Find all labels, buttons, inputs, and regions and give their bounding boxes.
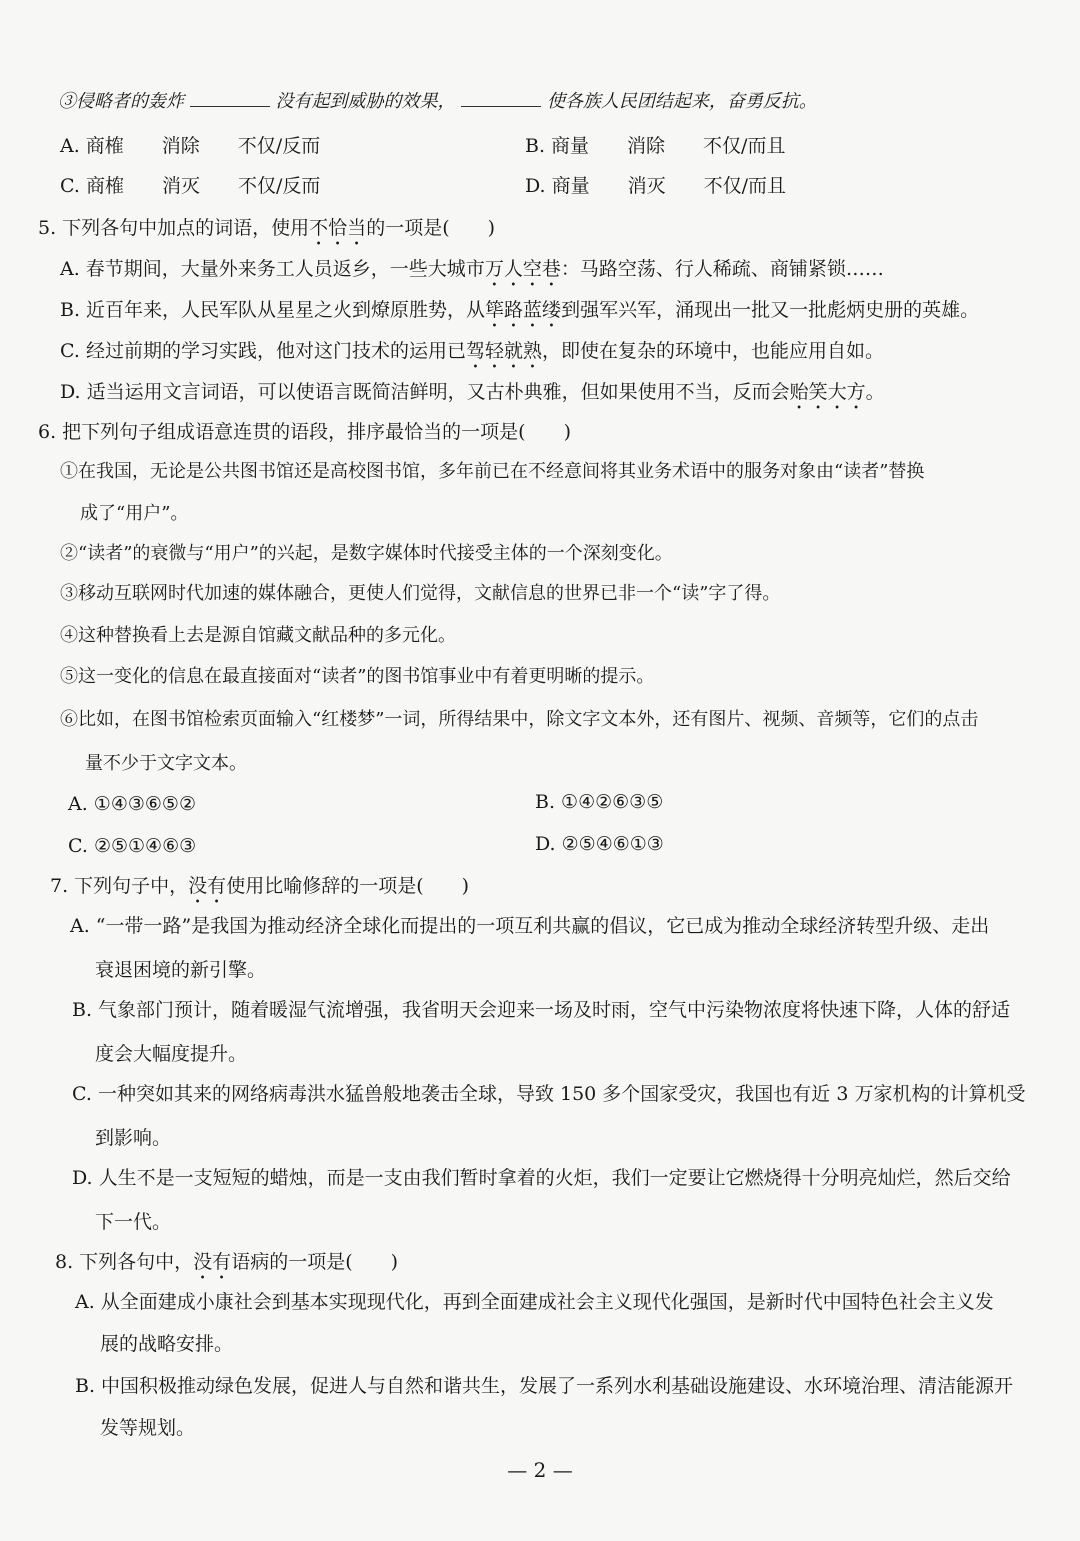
q6-option-d: D. ②⑤④⑥①③ <box>535 833 664 855</box>
q5-option-d <box>60 378 885 414</box>
q7-option-c-1: C. 一种突如其来的网络病毒洪水猛兽般地袭击全球，导致 150 多个国家受灾，我国也有近 3 万家机构的计算机受 <box>72 1083 1026 1105</box>
q4-sentence-3-suffix: 使各族人民团结起来，奋勇反抗。 <box>546 91 817 112</box>
q4-option-c: C. 商榷 消灭 不仅/反而 <box>60 175 321 197</box>
q5-stem-emphasis: 不恰当 <box>309 217 367 239</box>
q7-option-c-2: 到影响。 <box>95 1127 172 1149</box>
q4-option-b: B. 商量 消除 不仅/而且 <box>525 135 786 157</box>
q8-stem-prefix: 8. 下列各句中， <box>55 1251 194 1273</box>
q7-option-d-1: D. 人生不是一支短短的蜡烛，而是一支由我们暂时拿着的火炬，我们一定要让它燃烧得十分明亮灿烂，然后交给 <box>72 1167 1011 1189</box>
q7-option-b-1: B. 气象部门预计，随着暖湿气流增强，我省明天会迎来一场及时雨，空气中污染物浓度将快速下降，人体的舒适 <box>72 999 1011 1021</box>
q5-stem-suffix: 的一项是( ) <box>366 217 496 239</box>
q4-sentence-3-prefix: ③侵略者的轰炸 <box>58 91 184 112</box>
q4-option-a: A. 商榷 消除 不仅/反而 <box>60 135 321 157</box>
q5-stem <box>38 214 495 250</box>
q5-d-suffix: 。 <box>865 381 885 403</box>
q5-b-suffix: 到强军兴军，涌现出一批又一批彪炳史册的英雄。 <box>561 299 980 321</box>
q6-sentence-1a: ①在我国，无论是公共图书馆还是高校图书馆，多年前已在不经意间将其业务术语中的服务对象由“读者”替换 <box>60 461 925 482</box>
q8-stem-suffix: 语病的一项是( ) <box>231 1251 399 1273</box>
q4-blank-1 <box>190 88 270 107</box>
q4-option-d: D. 商量 消灭 不仅/而且 <box>525 175 787 197</box>
q6-sentence-6b: 量不少于文字文本。 <box>85 753 247 774</box>
q7-option-d-2: 下一代。 <box>95 1211 172 1233</box>
q5-a-suffix: ：马路空荡、行人稀疏、商铺紧锁…… <box>560 258 884 280</box>
q5-b-prefix: B. 近百年来，人民军队从星星之火到燎原胜势，从 <box>60 299 486 321</box>
page-number: — 2 — <box>507 1458 573 1482</box>
q5-d-dotted-word: 贻笑大方 <box>789 381 866 403</box>
q5-option-c <box>60 337 884 373</box>
q6-option-b: B. ①④②⑥③⑤ <box>535 791 664 813</box>
q5-c-dotted-word: 驾轻就熟 <box>465 340 542 362</box>
q6-sentence-4: ④这种替换看上去是源自馆藏文献品种的多元化。 <box>60 625 456 646</box>
q5-d-prefix: D. 适当运用文言词语，可以使语言既简洁鲜明，又古朴典雅，但如果使用不当，反而会 <box>60 381 790 403</box>
q7-stem-prefix: 7. 下列句子中， <box>50 875 189 897</box>
q5-a-prefix: A. 春节期间，大量外来务工人员返乡，一些大城市 <box>60 258 485 280</box>
q5-option-b <box>60 296 979 332</box>
q5-a-dotted-word: 万人空巷 <box>484 258 561 280</box>
q4-blank-2 <box>461 88 541 107</box>
q8-option-a-1: A. 从全面建成小康社会到基本实现现代化，再到全面建成社会主义现代化强国，是新时代中国特色社会主义发 <box>75 1291 994 1313</box>
q8-option-a-2: 展的战略安排。 <box>100 1333 234 1355</box>
q6-sentence-3: ③移动互联网时代加速的媒体融合，更使人们觉得，文献信息的世界已非一个“读”字了得。 <box>60 583 781 604</box>
q8-stem-emphasis: 没有 <box>193 1251 232 1273</box>
q7-option-a-1: A. “一带一路”是我国为推动经济全球化而提出的一项互利共赢的倡议，它已成为推动全球经济转型升级、走出 <box>70 915 990 937</box>
q5-c-suffix: ，即使在复杂的环境中，也能应用自如。 <box>541 340 884 362</box>
q6-option-a: A. ①④③⑥⑤② <box>68 793 196 815</box>
q5-option-a <box>60 255 884 291</box>
q6-sentence-2: ②“读者”的衰微与“用户”的兴起，是数字媒体时代接受主体的一个深刻变化。 <box>60 543 673 564</box>
q7-stem-emphasis: 没有 <box>188 875 227 897</box>
q7-option-b-2: 度会大幅度提升。 <box>95 1043 248 1065</box>
q8-option-b-2: 发等规划。 <box>100 1417 196 1439</box>
q7-stem <box>50 872 469 908</box>
q4-sentence-3-mid: 没有起到威胁的效果， <box>275 91 456 112</box>
q6-sentence-1b: 成了“用户”。 <box>80 503 189 524</box>
q8-option-b-1: B. 中国积极推动绿色发展，促进人与自然和谐共生，发展了一系列水利基础设施建设、水环境治理、清洁能源开 <box>75 1375 1014 1397</box>
q5-c-prefix: C. 经过前期的学习实践，他对这门技术的运用已 <box>60 340 466 362</box>
q4-sentence-3 <box>58 88 817 116</box>
q7-stem-suffix: 使用比喻修辞的一项是( ) <box>226 875 470 897</box>
q6-stem: 6. 把下列句子组成语意连贯的语段，排序最恰当的一项是( ) <box>38 421 571 443</box>
q5-b-dotted-word: 筚路蓝缕 <box>485 299 562 321</box>
q5-stem-prefix: 5. 下列各句中加点的词语，使用 <box>38 217 310 239</box>
q7-option-a-2: 衰退困境的新引擎。 <box>95 959 267 981</box>
q8-stem <box>55 1248 398 1284</box>
q6-sentence-5: ⑤这一变化的信息在最直接面对“读者”的图书馆事业中有着更明晰的提示。 <box>60 666 655 687</box>
q6-sentence-6a: ⑥比如，在图书馆检索页面输入“红楼梦”一词，所得结果中，除文字文本外，还有图片、视频、音频等，它们的点击 <box>60 709 979 730</box>
q6-option-c: C. ②⑤①④⑥③ <box>68 835 197 857</box>
